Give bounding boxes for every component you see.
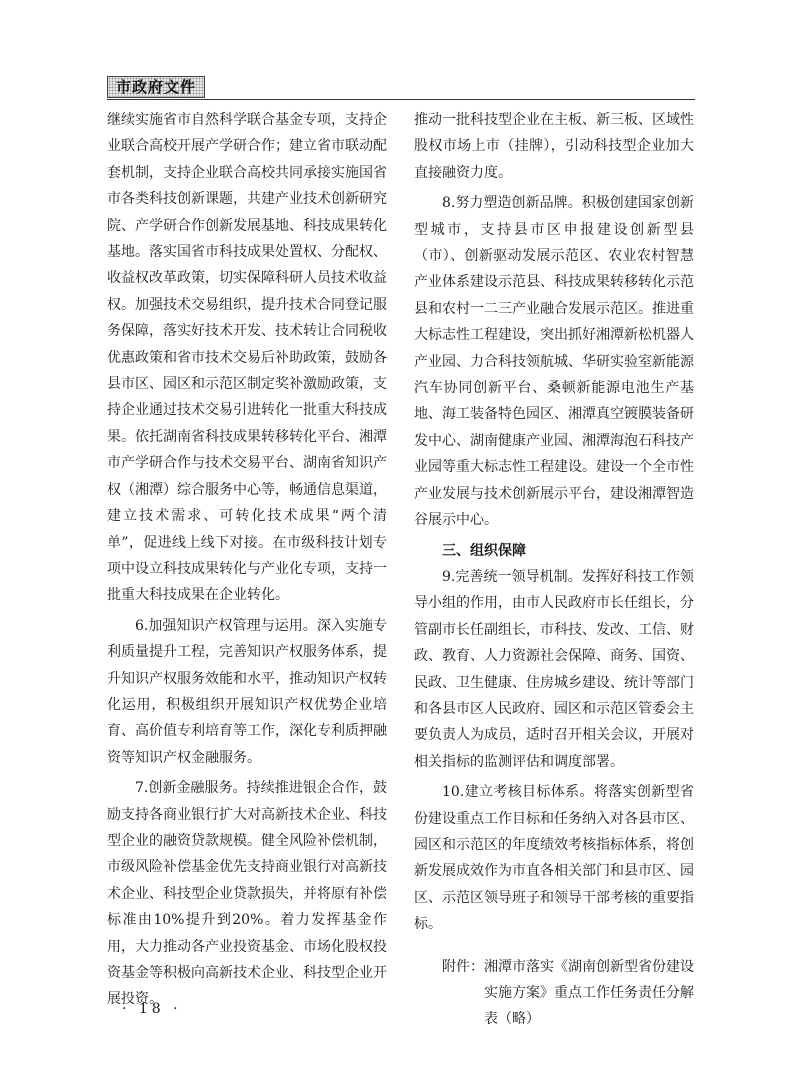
attachment-note: [414, 954, 694, 1033]
attachment-label: 附件：: [442, 958, 484, 975]
paragraph: 9.完善统一领导机制。发挥好科技工作领导小组的作用，由市人民政府市长任组长，分管副市长任副组长，市科技、发改、工信、财政、教育、人力资源社会保障、商务、国资、民政、卫生健康、住房城乡建设、统计等部门和各县市区人民政府、园区和示范区管委会主要负责人为成员，适时召开相关会议，开展对相关指标的监测评估和调度部署。: [414, 568, 694, 770]
attachment-text: 湘潭市落实《湖南创新型省份建设实施方案》重点工作任务责任分解表（略）: [484, 958, 694, 1028]
paragraph: 6.加强知识产权管理与运用。深入实施专利质量提升工程，完善知识产权服务体系，提升知识产权服务效能和水平，推动知识产权转化运用，积极组织开展知识产权优势企业培育、高价值专利培育等工作，深化专利质押融资等知识产权金融服务。: [107, 617, 387, 766]
section-title: 市政府文件: [107, 76, 205, 98]
paragraph: 推动一批科技型企业在主板、新三板、区域性股权市场上市（挂牌），引动科技型企业加大直接融资力度。: [414, 112, 694, 181]
paragraph: 8.努力塑造创新品牌。积极创建国家创新型城市，支持县市区申报建设创新型县（市）、创新驱动发展示范区、农业农村智慧产业体系建设示范县、科技成果转移转化示范县和农村一二三产业融合发展示范区。推进重大标志性工程建设，突出抓好湘潭新松机器人产业园、力合科技领航城、华研实验室新能源汽车协同创新平台、桑顿新能源电池生产基地、海工装备特色园区、湘潭真空镀膜装备研发中心、湖南健康产业园、湘潭海泡石科技产业园等重大标志性工程建设。建设一个全市性产业发展与技术创新展示平台，建设湘潭智造谷展示中心。: [414, 195, 694, 529]
paragraph: 10.建立考核目标体系。将落实创新型省份建设重点工作目标和任务纳入对各县市区、园区和示范区的年度绩效考核指标体系，将创新发展成效作为市直各相关部门和县市区、园区、示范区领导班子和领导干部考核的重要指标。: [414, 784, 694, 933]
page-header: [107, 74, 695, 100]
paragraph: 继续实施省市自然科学联合基金专项，支持企业联合高校开展产学研合作；建立省市联动配套机制，支持企业联合高校共同承接实施国省市各类科技创新课题，共建产业技术创新研究院、产学研合作创新发展基地、科技成果转化基地。落实国省市科技成果处置权、分配权、收益权改革政策，切实保障科研人员技术收益权。加强技术交易组织，提升技术合同登记服务保障，落实好技术开发、技术转让合同税收优惠政策和省市技术交易后补助政策，鼓励各县市区、园区和示范区制定奖补激励政策，支持企业通过技术交易引进转化一批重大科技成果。依托湖南省科技成果转移转化平台、湘潭市产学研合作与技术交易平台、湖南省知识产权（湘潭）综合服务中心等，畅通信息渠道，建立技术需求、可转化技术成果“两个清单”，促进线上线下对接。在市级科技计划专项中设立科技成果转化与产业化专项，支持一批重大科技成果在企业转化。: [107, 112, 387, 604]
left-column: [107, 107, 387, 1013]
right-column: [414, 107, 694, 1033]
section-heading: 三、组织保障: [442, 542, 526, 559]
header-rule: [107, 99, 695, 100]
paragraph: 7.创新金融服务。持续推进银企合作，鼓励支持各商业银行扩大对高新技术企业、科技型企业的融资贷款规模。健全风险补偿机制，市级风险补偿基金优先支持商业银行对高新技术企业、科技型企业贷款损失，并将原有补偿标准由10%提升到20%。着力发挥基金作用，大力推动各产业投资基金、市场化股权投资基金等积极向高新技术企业、科技型企业开展投资。: [107, 780, 387, 1008]
page-number: · 18 ·: [122, 1001, 182, 1017]
